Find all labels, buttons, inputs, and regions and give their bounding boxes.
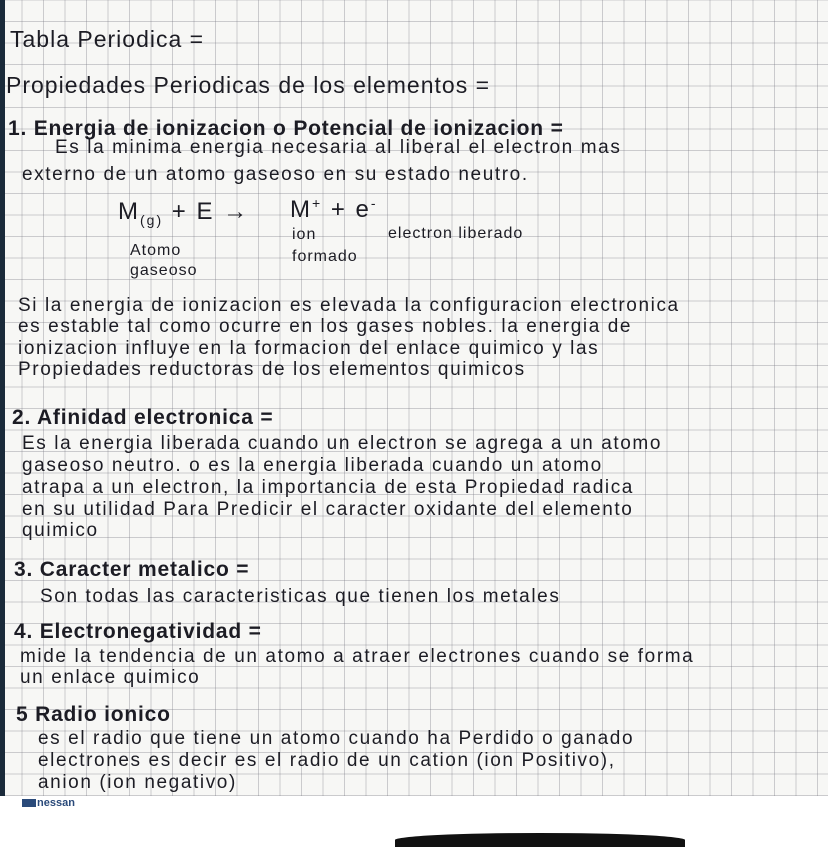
section-5-heading: 5 Radio ionico [16, 703, 171, 726]
scanner-watermark [22, 797, 75, 809]
section-1-heading: 1. Energia de ionizacion o Potencial de ionizacion = [8, 117, 564, 140]
label-ion: ion [292, 226, 317, 243]
eq-electron-sup: - [370, 195, 378, 211]
label-electron-liberado: electron liberado [388, 225, 524, 242]
text-line: atrapa a un electron, la importancia de esta Propiedad radica [22, 477, 634, 498]
eq-electron: + e [330, 196, 371, 223]
section-3-heading: 3. Caracter metalico = [14, 558, 250, 581]
text-line: ionizacion influye en la formacion del enlace quimico y las [18, 338, 600, 359]
eq-lhs: M [118, 198, 140, 225]
text-line: externo de un atomo gaseoso en su estado neutro. [22, 164, 529, 185]
text-line: en su utilidad Para Predicir el caracter oxidante del elemento [22, 499, 634, 520]
eq-ion: M [290, 196, 312, 223]
text-line: electrones es decir es el radio de un cation (ion Positivo), [38, 750, 616, 771]
text-line: mide la tendencia de un atomo a atraer electrones cuando se forma [20, 646, 695, 667]
text-line: Es la minima energia necesaria al liberal el electron mas [55, 137, 622, 158]
text-line: es estable tal como ocurre en los gases nobles. la energia de [18, 316, 633, 337]
label-atomo: Atomo [130, 242, 182, 259]
page-title: Tabla Periodica = [10, 26, 205, 52]
eq-plus-energy: + E → [171, 198, 250, 225]
text-line: gaseoso neutro. o es la energia liberada cuando un atomo [22, 455, 603, 476]
section-4-heading: 4. Electronegatividad = [14, 620, 262, 643]
dark-object [395, 833, 685, 847]
text-line: quimico [22, 520, 99, 541]
eq-lhs-sub: (g) [140, 211, 164, 228]
logo-mark-icon [22, 799, 36, 807]
page-subtitle: Propiedades Periodicas de los elementos = [6, 72, 491, 98]
label-formado: formado [292, 248, 358, 265]
text-line: anion (ion negativo) [38, 772, 237, 793]
text-line: es el radio que tiene un atomo cuando ha Perdido o ganado [38, 728, 635, 749]
text-line: Si la energia de ionizacion es elevada la configuracion electronica [18, 295, 680, 316]
section-2-heading: 2. Afinidad electronica = [12, 406, 274, 429]
page-edge [0, 0, 5, 796]
text-line: Son todas las caracteristicas que tienen los metales [40, 586, 561, 607]
watermark-text: nessan [37, 797, 75, 809]
label-gaseoso: gaseoso [130, 262, 198, 279]
text-line: Propiedades reductoras de los elementos quimicos [18, 359, 526, 380]
text-line: un enlace quimico [20, 667, 201, 688]
eq-ion-sup: + [312, 195, 323, 211]
text-line: Es la energia liberada cuando un electron se agrega a un atomo [22, 433, 663, 454]
